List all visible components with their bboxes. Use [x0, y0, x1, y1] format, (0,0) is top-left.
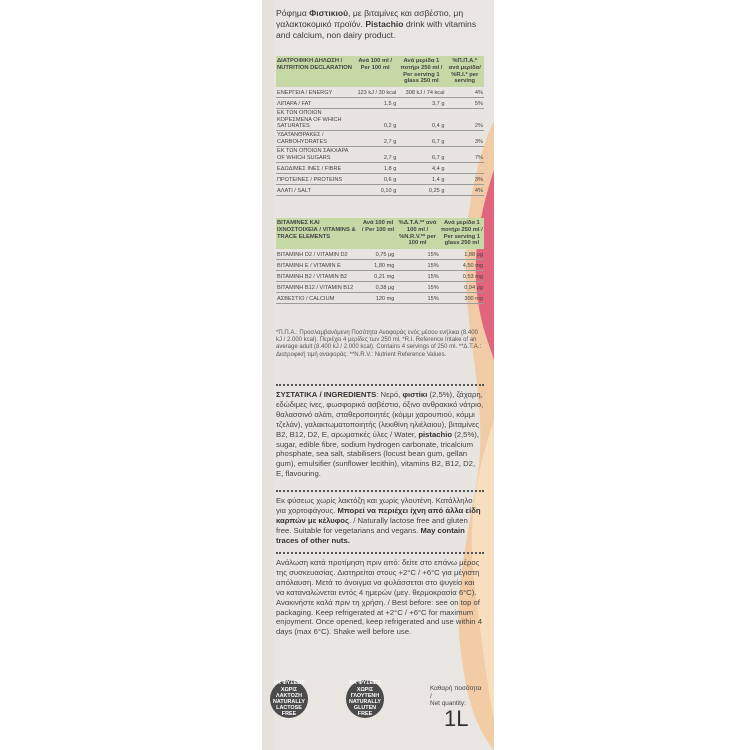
ingredients-part: : Νερό, — [376, 390, 403, 399]
package-side-panel — [262, 0, 494, 750]
nutrient-per100: 1,5 g — [383, 100, 397, 107]
vitamin-serving: 300 mg — [464, 295, 483, 302]
vitamin-name: ΒΙΤΑΜΙΝΗ B2 / VITAMIN B2 — [277, 273, 348, 280]
nutrient-per100: 0,6 g — [383, 176, 397, 183]
nutrient-serving: 6,7 g — [432, 138, 445, 145]
vitamin-name: ΒΙΤΑΜΙΝΗ E / VITAMIN E — [277, 262, 341, 269]
vitamin-row — [276, 260, 484, 271]
vitamin-per100: 1,80 mg — [374, 262, 395, 269]
vitamins-header-serving: Ανά μερίδα 1 ποτήρι 250 ml / Per serving 1 glass 250 ml — [440, 220, 483, 247]
left-edge-shade — [262, 0, 274, 750]
dotted-divider — [276, 490, 484, 492]
badge-line: ΧΩΡΙΣ ΛΑΚΤΟΖΗ — [276, 686, 302, 699]
badge-line: LACTOSE — [276, 705, 302, 712]
nutrition-header-ri: %Π.Π.Α.* ανά μερίδα/ %R.I.* per serving — [448, 58, 481, 85]
vitamins-header-per100: Ανά 100 ml / Per 100 ml — [361, 220, 395, 233]
ingredients-bold: φιστίκι — [402, 390, 428, 399]
nutrition-row — [276, 185, 484, 196]
nutrient-per100: 0,2 g — [383, 123, 397, 129]
badge-line: NATURALLY — [348, 699, 382, 705]
vitamins-table — [276, 218, 484, 304]
nutrition-header-serving: Ανά μερίδα 1 ποτήρι 250 ml / Per serving 1 glass 250 ml — [400, 58, 443, 85]
vitamin-nrv: 15% — [427, 262, 439, 269]
nutrient-per100: 1,8 g — [383, 165, 397, 172]
intro-bold: Pistachio — [365, 18, 404, 29]
nutrient-name: ΑΛΑΤΙ / SALT — [277, 187, 311, 194]
ingredients-label: ΣΥΣΤΑΤΙΚΑ / INGREDIENTS — [276, 390, 377, 399]
vitamins-header-title: ΒΙΤΑΜΙΝΕΣ ΚΑΙ ΙΧΝΟΣΤΟΙΧΕΙΑ / VITAMINS & TRACE ELEMENTS — [277, 220, 356, 240]
allergen-part: Εκ φύσεως χωρίς λακτόζη και χωρίς γλουτένη. Κατάλληλο για χορτοφάγους. — [276, 496, 473, 515]
nutrient-name: ΕΚ ΤΩΝ ΟΠΟΙΩΝ ΣΑΚΧΑΡΑ OF WHICH SUGARS — [277, 148, 349, 161]
badge-line: ΕΚ ΦΥΣΕΩΣ — [273, 680, 305, 687]
footnotes: *Π.Π.Α.: Προσλαμβανόμενη Ποσότητα Αναφοράς ενός μέσου ενήλικα (8.400 kJ / 2.000 kcal). Περιέχει 4 μερίδες των 250 ml. *R.I. Reference Intake of an average adult (8.400 kJ / 2.000 kcal). Contains 4 servings of 250 ml. **Δ.Τ.Α.: Διατροφική τιμή αναφοράς. **N.R.V.: Nutrient Reference Values. — [276, 330, 482, 358]
intro-text: , με βιταμίνες και ασβέστιο, μη γαλακτοκομικό προϊόν. — [276, 8, 464, 29]
vitamin-nrv: 15% — [427, 295, 439, 302]
vitamin-per100: 0,38 μg — [375, 284, 395, 291]
vitamins-header-nrv: %Δ.Τ.Α.** ανά 100 ml / %N.R.V.** per 100 ml — [398, 220, 437, 247]
ingredients-part: (2,5%), ζάχαρη, εδώδιμες ίνες, φωσφορικό ασβέστιο, όξινο ανθρακικό νάτριο, θαλασσινό αλάτι, σταθεροποιητές (κόμμι χαρουπιού, κόμμι τζελάν), γαλακτωματοποιητής (λεκιθίνη ηλιέλαιου), βιταμίνες B2, B12, D2, E, αρωματικές ύλες / Water, — [276, 390, 484, 439]
nutrient-serving: 3,7 g — [432, 100, 445, 107]
vitamin-nrv: 15% — [427, 251, 439, 258]
vitamins-table-header — [276, 218, 484, 249]
vitamin-name: ΒΙΤΑΜΙΝΗ B12 / VITAMIN B12 — [277, 284, 354, 291]
lactose-free-badge — [270, 680, 308, 718]
nutrient-ri: 4% — [474, 89, 483, 96]
nutrition-row — [276, 174, 484, 185]
net-quantity-label — [430, 685, 484, 708]
nutrition-row — [276, 109, 484, 131]
nutrition-table — [276, 56, 484, 196]
nutrient-ri — [445, 171, 484, 173]
nutrition-rows — [276, 87, 484, 196]
ingredients-part: (2,5%), sugar, edible fibre, sodium hydrogen carbonate, tricalcium phosphate, sea salt, stabilisers (locust bean gum, gellan gum), emulsifier (sunflower lecithin), vitamins B2, B12, D2, E, flavouring. — [276, 429, 479, 479]
nutrition-row — [276, 131, 484, 147]
nutrient-name: ΥΔΑΤΑΝΘΡΑΚΕΣ / CARBOHYDRATES — [277, 132, 327, 145]
nutrient-serving: 0,4 g — [432, 123, 445, 129]
badge-line: GLUTEN — [353, 705, 377, 712]
net-quantity-label-en: Net quantity: — [430, 700, 466, 708]
vitamin-serving: 4,50 mg — [462, 262, 483, 269]
nutrition-header-per100: Ανά 100 ml / Per 100 ml — [358, 58, 392, 71]
vitamin-serving: 0,53 mg — [462, 273, 483, 280]
panel-content — [272, 0, 484, 750]
badge-line: ΧΩΡΙΣ ΓΛΟΥΤΕΝΗ — [350, 686, 380, 699]
nutrient-serving: 6,7 g — [432, 154, 445, 161]
nutrient-serving: 308 kJ / 74 kcal — [405, 89, 445, 96]
nutrient-ri: 2% — [474, 123, 483, 129]
vitamin-per100: 0,21 mg — [374, 273, 395, 280]
vitamin-serving: 1,88 μg — [464, 251, 483, 258]
nutrient-serving: 1,4 g — [432, 176, 445, 183]
vitamin-nrv: 15% — [427, 284, 439, 291]
ingredients-bold: pistachio — [418, 429, 453, 439]
intro-text: Ρόφημα — [276, 8, 310, 18]
vitamin-row — [276, 249, 484, 260]
nutrient-per100: 2,7 g — [383, 154, 397, 161]
ingredients-text — [276, 390, 484, 479]
vitamins-rows — [276, 249, 484, 304]
allergen-bold: Μπορεί να περιέχει ίχνη από άλλα είδη καρπών με κέλυφος — [276, 505, 481, 525]
net-quantity-value: 1L — [444, 706, 469, 731]
badge-line: FREE — [357, 711, 373, 718]
badge-line: NATURALLY — [272, 699, 306, 705]
dotted-divider — [276, 552, 484, 554]
dotted-divider — [276, 384, 484, 386]
nutrition-header-title: ΔΙΑΤΡΟΦΙΚΗ ΔΗΛΩΣΗ / NUTRITION DECLARATION — [277, 58, 352, 71]
nutrient-serving: 0,25 g — [428, 187, 445, 194]
net-quantity-label-gr: Καθαρή ποσότητα / — [430, 685, 482, 700]
vitamin-per100: 0,75 μg — [375, 251, 395, 258]
nutrition-row — [276, 163, 484, 174]
nutrient-name: ΠΡΩΤΕΙΝΕΣ / PROTEINS — [277, 176, 343, 183]
gluten-free-badge — [346, 680, 384, 718]
allergen-text — [276, 496, 484, 546]
nutrient-serving: 4,4 g — [432, 165, 445, 172]
nutrient-name: ΕΚ ΤΩΝ ΟΠΟΙΩΝ ΚΟΡΕΣΜΕΝΑ OF WHICH SATURATES — [277, 110, 342, 129]
nutrition-table-header — [276, 56, 484, 87]
nutrition-row — [276, 98, 484, 109]
vitamin-per100: 120 mg — [375, 295, 395, 302]
nutrition-row — [276, 147, 484, 163]
nutrition-row — [276, 87, 484, 98]
storage-text: Ανάλωση κατά προτίμηση πριν από: δείτε στο επάνω μέρος της συσκευασίας. Διατηρείται στους +2°C / +6°C για μέγιστη απόλαυση. Μετά το άνοιγμα να φυλάσσεται στο ψυγείο και να καταναλώνεται εντός 4 ημερών (μεγ. θερμοκρασία 6°C). Ανακινήστε καλά πριν τη χρήση. / Best before: see on top of packaging. Keep refrigerated at +2°C / +6°C for maximum enjoyment. Once opened, keep refrigerated and use within 4 days (max 6°C). Shake well before use. — [276, 558, 482, 637]
nutrient-per100: 0,10 g — [380, 187, 397, 194]
intro-bold: Φιστικιού — [309, 8, 349, 18]
vitamin-serving: 0,94 μg — [464, 284, 483, 291]
vitamin-row — [276, 293, 484, 304]
nutrient-per100: 2,7 g — [383, 138, 397, 145]
product-description — [276, 8, 484, 40]
nutrient-name: ΛΙΠΑΡΑ / FAT — [277, 100, 312, 107]
allergen-bold: May contain traces of other nuts. — [276, 525, 465, 545]
intro-text: drink with vitamins and calcium, non dairy product. — [276, 18, 477, 40]
nutrient-name: ΕΝΕΡΓΕΙΑ / ENERGY — [277, 89, 333, 96]
badge-line: FREE — [281, 711, 297, 718]
nutrient-name: ΕΔΩΔΙΜΕΣ ΙΝΕΣ / FIBRE — [277, 165, 342, 172]
nutrient-per100: 123 kJ / 30 kcal — [357, 89, 397, 96]
vitamin-row — [276, 282, 484, 293]
vitamin-name: ΒΙΤΑΜΙΝΗ D2 / VITAMIN D2 — [277, 251, 348, 258]
nutrient-ri: 3% — [474, 176, 483, 183]
vitamin-name: ΑΣΒΕΣΤΙΟ / CALCIUM — [277, 295, 335, 302]
nutrient-ri: 5% — [474, 100, 483, 107]
vitamin-nrv: 15% — [427, 273, 439, 280]
badge-line: ΕΚ ΦΥΣΕΩΣ — [349, 680, 381, 687]
nutrient-ri: 4% — [474, 187, 483, 194]
nutrient-ri: 3% — [474, 138, 483, 145]
allergen-part: . / Naturally lactose free and gluten free. Suitable for vegetarians and vegans. — [276, 515, 468, 535]
nutrient-ri: 7% — [474, 154, 483, 161]
vitamin-row — [276, 271, 484, 282]
